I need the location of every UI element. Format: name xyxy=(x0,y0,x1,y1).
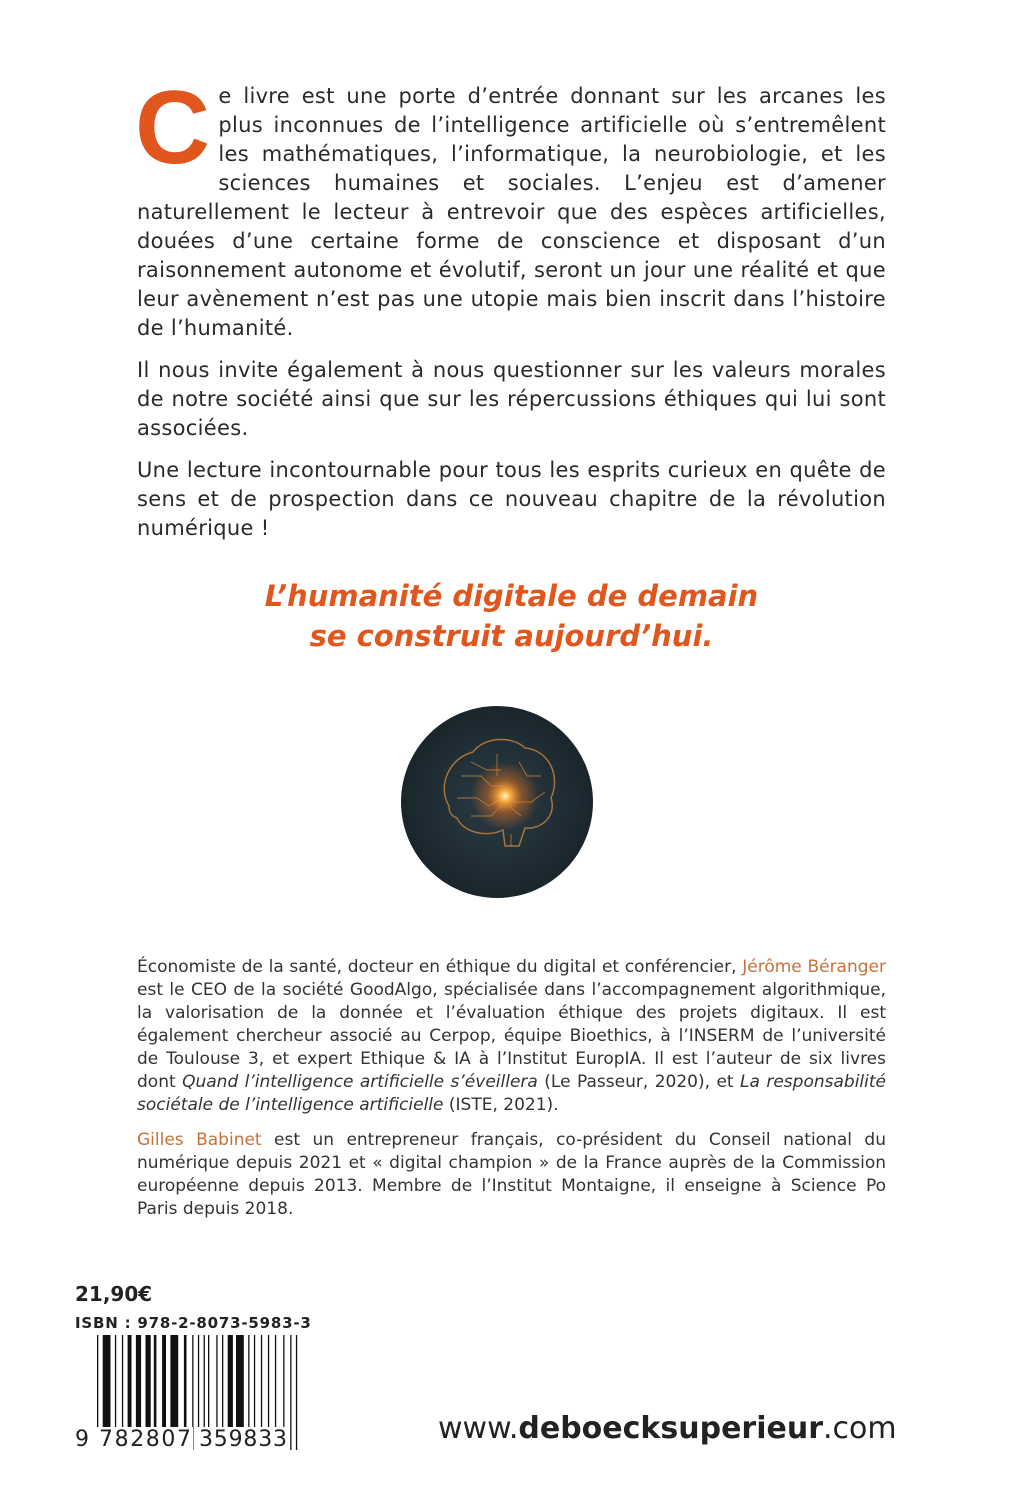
paragraph-text: e livre est une porte d’entrée donnant sur les arcanes les plus inconnues de l’intelligence artificielle où s’entremêlent les mathématiques, l’informatique, la neurobiologie, et les sciences humaines et sociales. L’enjeu est d’amener naturellement le lecteur à entrevoir que des espèces artificielles, douées d’une certaine forme de conscience et disposant d’un raisonnement autonome et évolutif, seront un jour une réalité et que leur avènement n’est pas une utopie mais bien inscrit dans l’histoire de l’humanité. xyxy=(137,84,886,340)
author-bio-1 xyxy=(137,956,886,1117)
description-paragraph-3: Une lecture incontournable pour tous les esprits curieux en quête de sens et de prospection dans ce nouveau chapitre de la révolution numérique ! xyxy=(137,458,886,540)
book-title: Quand l’intelligence artificielle s’éveillera xyxy=(182,1072,538,1092)
book-description xyxy=(135,70,886,556)
bio-text: (Le Passeur, 2020), et xyxy=(537,1072,741,1092)
author-bio-2 xyxy=(137,1129,886,1221)
author-name: Jérôme Béranger xyxy=(742,957,886,977)
barcode-digits-right: 359833 xyxy=(199,1427,287,1450)
author-biographies xyxy=(137,956,886,1233)
bio-text: est un entrepreneur français, co-président du Conseil national du numérique depuis 2021 et « digital champion » de la France auprès de la Commission européenne depuis 2013. Membre de l’Institut Montaigne, il enseigne à Science Po Paris depuis 2018. xyxy=(137,1130,886,1219)
description-paragraph-2: Il nous invite également à nous questionner sur les valeurs morales de notre société ainsi que sur les répercussions éthiques qui lui sont associées. xyxy=(137,358,886,440)
barcode-bar xyxy=(290,1335,291,1450)
barcode-bar xyxy=(296,1335,297,1450)
author-name: Gilles Babinet xyxy=(137,1130,262,1150)
brain-icon xyxy=(401,706,593,898)
slogan xyxy=(0,576,1023,656)
description-paragraph-1 xyxy=(135,70,886,343)
barcode-digits-left: 782807 xyxy=(99,1427,191,1450)
bio-text: Économiste de la santé, docteur en éthique du digital et conférencier, xyxy=(137,957,743,977)
isbn: ISBN : 978-2-8073-5983-3 xyxy=(75,1314,312,1332)
book-title: La responsabilité sociétale de l’intelligence artificielle xyxy=(137,1072,886,1115)
url-domain: deboecksuperieur xyxy=(518,1411,823,1446)
bio-text: est le CEO de la société GoodAlgo, spécialisée dans l’accompagnement algorithmique, la valorisation de la donnée et l’évaluation éthique des projets digitaux. Il est également chercheur associé au Cerpop, équipe Bioethics, à l’INSERM de l’université de Toulouse 3, et expert Ethique & IA à l’Institut EuropIA. Il est l’auteur de six livres dont xyxy=(137,980,886,1092)
barcode-digit-first: 9 xyxy=(75,1427,89,1450)
slogan-line-1: L’humanité digitale de demain xyxy=(264,579,759,613)
url-suffix: .com xyxy=(823,1411,897,1446)
slogan-line-2: se construit aujourd’hui. xyxy=(309,619,714,653)
price: 21,90€ xyxy=(75,1282,153,1306)
drop-cap: C xyxy=(135,70,211,186)
url-prefix: www. xyxy=(438,1411,519,1446)
brain-circuit-illustration xyxy=(401,706,593,898)
barcode xyxy=(75,1335,315,1450)
publisher-website[interactable] xyxy=(438,1411,897,1446)
bio-text: (ISTE, 2021). xyxy=(443,1095,559,1115)
